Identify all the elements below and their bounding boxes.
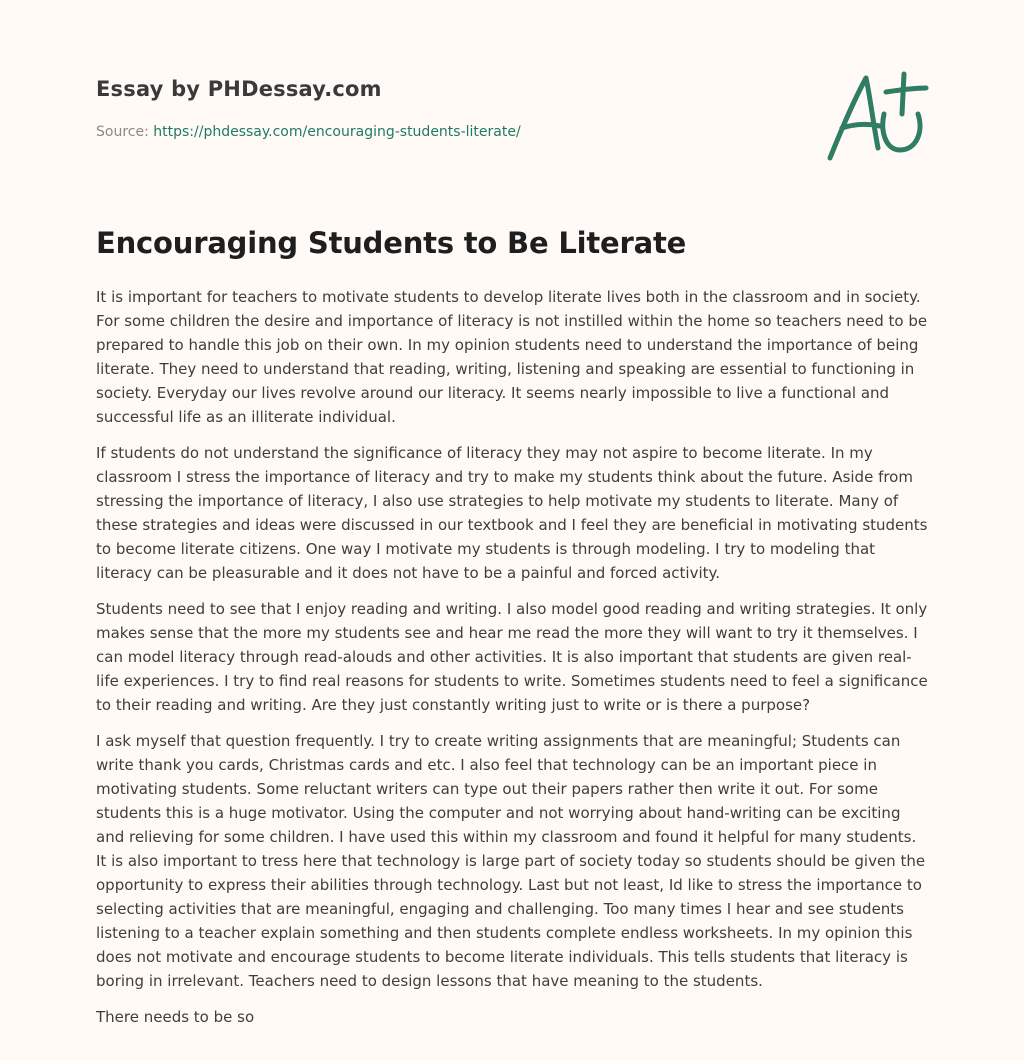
essay-paragraph: There needs to be so <box>96 1008 255 1026</box>
a-plus-grade-icon <box>820 66 932 166</box>
essay-title: Encouraging Students to Be Literate <box>96 226 687 260</box>
essay-body <box>96 285 928 1041</box>
essay-paragraph: I ask myself that question frequently. I try to create writing assignments that are meaningful; Students can write thank you cards, Christmas cards and etc. I also feel that technology can be an important piece in motivating students. Some reluctant writers can type out their papers rather then write it out. For some students this is a huge motivator. Using the computer and not worrying about hand-writing can be exciting and relieving for some children. I have used this within my classroom and found it helpful for many students. It is also important to tress here that technology is large part of society today so students should be given the opportunity to express their abilities through technology. Last but not least, Id like to stress the importance to selecting activities that are meaningful, engaging and challenging. Too many times I hear and see students listening to a teacher explain something and then students complete endless worksheets. In my opinion this does not motivate and encourage students to become literate individuals. This tells students that literacy is boring in irrelevant. Teachers need to design lessons that have meaning to the students. <box>96 732 926 990</box>
essay-paragraph: Students need to see that I enjoy reading and writing. I also model good reading and writing strategies. It only makes sense that the more my students see and hear me read the more they will want to try it themselves. I can model literacy through read-alouds and other activities. It is also important that students are given real-life experiences. I try to find real reasons for students to write. Sometimes students need to feel a significance to their reading and writing. Are they just constantly writing just to write or is there a purpose? <box>96 600 928 714</box>
source-label: Source: <box>96 124 154 140</box>
essay-paragraph: It is important for teachers to motivate students to develop literate lives both in the classroom and in society. For some children the desire and importance of literacy is not instilled within the home so teachers need to be prepared to handle this job on their own. In my opinion students need to understand the importance of being literate. They need to understand that reading, writing, listening and speaking are essential to functioning in society. Everyday our lives revolve around our literacy. It seems nearly impossible to live a functional and successful life as an illiterate individual. <box>96 288 928 426</box>
source-link[interactable]: https://phdessay.com/encouraging-students-literate/ <box>153 124 521 140</box>
source-line <box>96 124 521 140</box>
essay-paragraph: If students do not understand the significance of literacy they may not aspire to become literate. In my classroom I stress the importance of literacy and try to make my students think about the future. Aside from stressing the importance of literacy, I also use strategies to help motivate my students to literate. Many of these strategies and ideas were discussed in our textbook and I feel they are beneficial in motivating students to become literate citizens. One way I motivate my students is through modeling. I try to modeling that literacy can be pleasurable and it does not have to be a painful and forced activity. <box>96 444 928 582</box>
site-brand: Essay by PHDessay.com <box>96 77 382 101</box>
